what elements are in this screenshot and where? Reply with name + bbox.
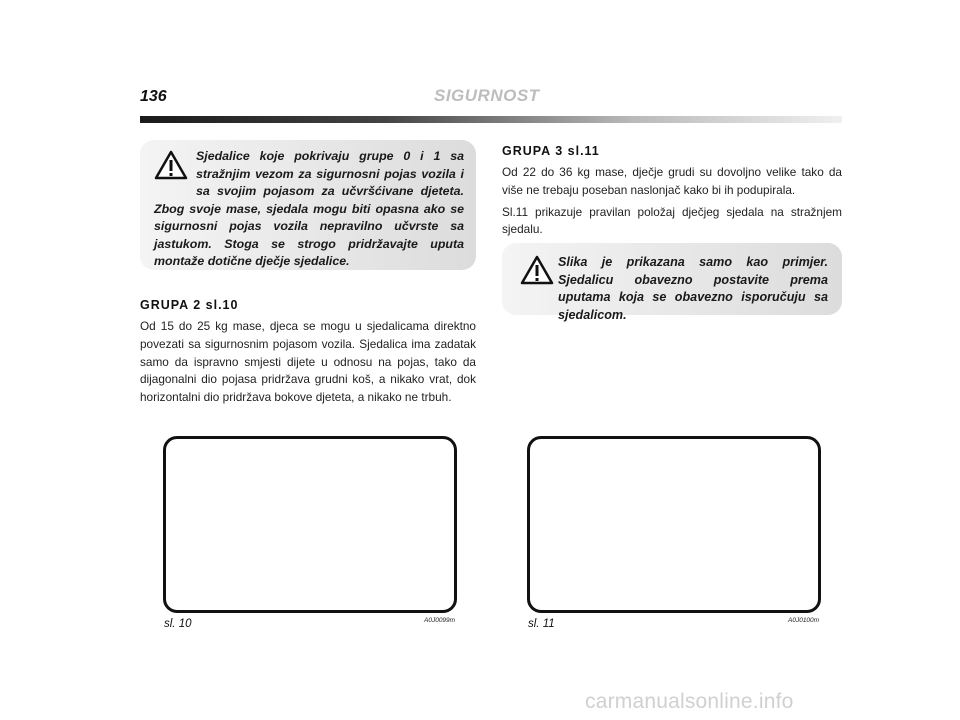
- group-3-paragraph-1: Od 22 do 36 kg mase, dječje grudi su dovoljno velike tako da više ne trebaju poseban naslonjač kako bi ih podupirala.: [502, 165, 842, 197]
- warning-box-child-seat-groups: [140, 140, 476, 270]
- group-3-paragraph-2: Sl.11 prikazuje pravilan položaj dječjeg sjedala na stražnjem sjedalu.: [502, 204, 842, 237]
- section-title: SIGURNOST: [434, 86, 540, 105]
- group-2-text: Od 15 do 25 kg mase, djeca se mogu u sjedalicama direktno povezati sa sigurnosnim pojasom vozila. Sjedalica ima zadatak samo da ispravno smjesti dijete u odnosu na pojas, tako da dijagonalni dio pojasa pridržava grudni koš, a nikako vrat, dok horizontalni dio pridržava bokove djeteta, a nikako ne trbuh.: [140, 319, 476, 405]
- warning-triangle-icon: [520, 255, 554, 285]
- group-2-heading: GRUPA 2 sl.10: [140, 298, 239, 312]
- figure-11-frame: [527, 436, 821, 613]
- figure-11-label: sl. 11: [528, 618, 555, 630]
- figure-10-label: sl. 10: [164, 618, 192, 630]
- warning-2-text: Slika je prikazana samo kao primjer. Sjedalicu obavezno postavite prema uputama koja se obavezno isporučuju sa sjedalicom.: [558, 255, 828, 322]
- figure-11-code: A0J0100m: [788, 617, 820, 624]
- warning-box-example-image: [502, 243, 842, 322]
- warning-1-text: Sjedalice koje pokrivaju grupe 0 i 1 sa stražnjim vezom za sigurnosni pojas vozila i sa svojim pojasom za učvršćivane djeteta. Zbog svoje mase, sjedala mogu biti opasna ako se sigurnosni pojas vozila nepravilno učvrste sa jastukom. Stoga se strogo pridržavajte uputa montaže dotične dječje sjedalice.: [154, 149, 464, 268]
- group-3-text: [502, 164, 842, 239]
- header-rule: [140, 116, 842, 123]
- figure-10-code: A0J0099m: [424, 617, 456, 624]
- page-number: 136: [140, 88, 167, 105]
- warning-1-text-wrap: [154, 148, 464, 271]
- group-3-heading: GRUPA 3 sl.11: [502, 144, 600, 158]
- figure-10-frame: [163, 436, 457, 613]
- watermark: carmanualsonline.info: [585, 690, 794, 713]
